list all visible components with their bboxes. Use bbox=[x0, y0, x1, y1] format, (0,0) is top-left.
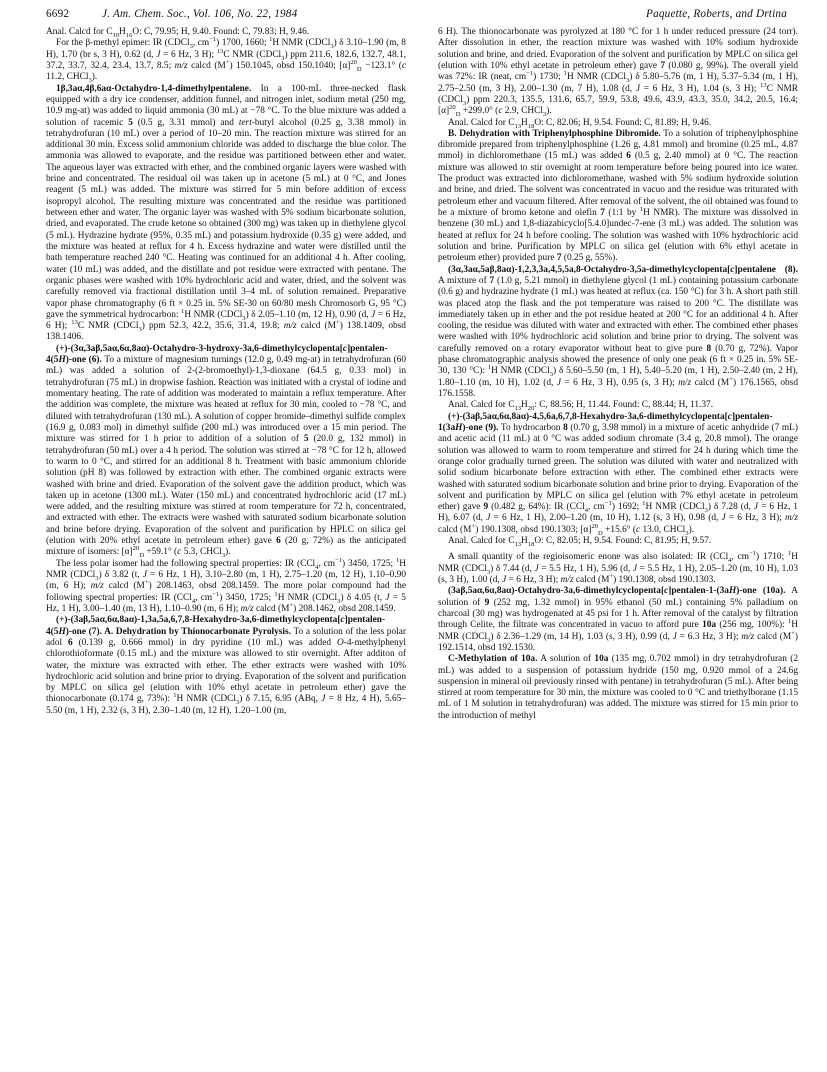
paragraph: (3α,3aα,5aβ,8aα)-1,2,3,3a,4,5,5a,8-Octahydro-3,5a-dimethylcyclopenta[c]pentalene (8). A mixture of 7 (1.0 g, 5.21 mmol) in diethylene glycol (1 mL) containing potassium carbonate (0.6 g) and hydrazine hydrate (1 mL) was heated at reflux (ca. 150 °C) for 3 h. A short path still was placed atop the flask and the pot temperature was raised to 200 °C. The distillate was immediately taken up in ether and the pot residue heated at 200 °C for an additional 4 h. After cooling, the residue was diluted with water and extracted with ether. The combined ether phases were washed with 10% hydrochloric acid solution and brine prior to drying. The solvent was carefully removed on a rotary evaporator without heat to give pure 8 (0.70 g, 72%). Vapor phase chromatographic analysis showed the presence of only one peak (6 ft × 0.25 in. 5% SE-30, 130 °C): $^1$H NMR (CDCl$_3$) δ 5.60–5.50 (m, 1 H), 5.40–5.20 (m, 1 H), 2.50–2.40 (m, 2 H), 1.80–1.10 (m, 10 H), 1.02 (d, J = 6 Hz, 3 H), 0.95 (s, 3 H); m/z calcd (M+) 176.1565, obsd 176.1558. bbox=[438, 264, 798, 399]
paragraph: (+)-(3aβ,5aα,6α,8aα)-4,5,6a,6,7,8-Hexahydro-3a,6-dimethylcyclopenta[c]pentalen-1(3aH)-one (9). To hydrocarbon 8 (0.70 g, 3.98 mmol) in a mixture of acetic anhydride (7 mL) and acetic acid (11 mL) at 0 °C was added sodium chromate (3.4 g, 20.8 mmol). The orange solution was allowed to warm to room temperature and stirred for 24 h during which time the orange color gradually turned green. The solution was diluted with water and neutralized with solid sodium bicarbonate before extraction with ether. The combined ether extracts were washed with saturated sodium bicarbonate solution and brine prior to drying. Evaporation of the solvent and purification by MPLC on silica gel (elution with 7% ethyl acetate in petroleum ether) gave 9 (0.482 g, 64%): IR (CCl$_4$, $cm^{-1}$) 1692; $^1$H NMR (CDCl$_3$) δ 7.28 (d, J = 6 Hz, 1 H), 6.07 (d, J = 6 Hz, 1 H), 2.00–1.20 (m, 10 H), 1.12 (s, 3 H), 0.98 (d, J = 6 Hz, 3 H); m/z calcd (M+) 190.1308, obsd 190.1303; $[\alpha]^{20}_D +15.6^\circ$ (c 13.0, CHCl$_3$). bbox=[438, 411, 798, 537]
paragraph: Anal. Calcd for $C_{13}H_{18}O$: C, 82.05; H, 9.54. Found: C, 81.95; H, 9.57. bbox=[448, 536, 712, 548]
paragraph: A small quantity of the regioisomeric enone was also isolated: IR (CCl$_4$, $cm^{-1}$) 1710; $^1$H NMR (CDCl$_3$) δ 7.44 (d, J = 5.5 Hz, 1 H), 5.96 (d, J = 5.5 Hz, 1 H), 2.05–1.20 (m, 10 H), 1.03 (s, 3 H), 1.00 (d, J = 6 Hz, 3 H); m/z calcd (M+) 190.1308, obsd 190.1303. bbox=[438, 550, 798, 585]
left-column bbox=[46, 27, 406, 1065]
paragraph: B. Dehydration with Triphenylphosphine Dibromide. To a solution of triphenylphosphine dibromide prepared from triphenylphosphine (1.26 g, 4.81 mmol) and bromine (0.25 mL, 4.87 mmol) in dichloromethane (15 mL) was added 6 (0.5 g, 2.40 mmol) at 0 °C. The reaction mixture was allowed to stir overnight at room temperature before being poured into ice water. The product was extracted into dichloromethane, washed with 5% sodium hydroxide solution and brine, and dried. The solvent was concentrated in vacuo and the residue was triturated with petroleum ether and vacuum filtered. After removal of the solvent, the oil obtained was found to be a mixture of bromo ketone and olefin 7 (1:1 by $^1$H NMR). The mixture was dissolved in benzene (30 mL) and 1,8-diazabicyclo[5.4.0]undec-7-ene (3 mL) was added. The solution was heated at reflux for 24 h before cooling. The solution was washed with 10% hydrochloric acid solution and brine. Purification by MPLC on silica gel (elution with 6% ethyl acetate in petroleum ether) provided pure 7 (0.25 g, 55%). bbox=[438, 128, 798, 264]
paragraph: For the β-methyl epimer: IR (CDCl$_3$, $cm^{-1}$) 1700, 1660; $^1$H NMR (CDCl$_3$) δ 3.10–1.90 (m, 8 H), 1.70 (br s, 3 H), 0.62 (d, J = 6 Hz, 3 H); $^{13}$C NMR (CDCl$_3$) ppm 211.6, 182.6, 132.7, 48.1, 37.2, 33.7, 32.4, 23.4, 13.7, 8.5; m/z calcd (M+) 150.1045, obsd 150.1040; $[\alpha]^{20}_D -123.1^\circ$ (c 11.2, CHCl$_3$). bbox=[46, 36, 406, 85]
paragraph: C-Methylation of 10a. A solution of 10a (135 mg, 0.702 mmol) in dry tetrahydrofuran (2 mL) was added to a suspension of potassium hydride (150 mg, 0.920 mmol of a 24.6g suspension in mineral oil previously rinsed with pentane) in tetrahydrofuran (5 mL). After being stirred at room temperature for 30 min, the mixture was cooled to 0 °C and triethylborane (1.15 mL of 1 M solution in tetrahydrofuran) was added. The mixture was stirred for 15 min prior to the introduction of methyl bbox=[438, 654, 798, 721]
paragraph: 6 H). The thionocarbonate was pyrolyzed at 180 °C for 1 h under reduced pressure (24 torr). After dissolution in ether, the reaction mixture was washed with 10% sodium hydroxide solution and brine, and dried. Evaporation of the solvent and purification by MPLC on silica gel (elution with 10% ethyl acetate in petroleum ether) gave 7 (0.080 g, 99%). The overall yield was 72%: IR (neat, $cm^{-1}$) 1730; $^1$H NMR (CDCl$_3$) δ 5.80–5.76 (m, 1 H), 5.37–5.34 (m, 1 H), 2.75–2.50 (m, 3 H), 2.00–1.30 (m, 7 H), 1.08 (d, J = 6 Hz, 3 H), 1.04 (s, 3 H); $^{13}$C NMR (CDCl$_3$) ppm 220.3, 135.5, 131.6, 65.7, 59.9, 53.8, 49.6, 43.9, 43.3, 35.0, 34.2, 20.5, 16.4; $[\alpha]^{20}_D +299.0^\circ$ (c 2.9, CHCl$_3$). bbox=[438, 27, 798, 119]
author-names: Paquette, Roberts, and Drtina bbox=[646, 8, 787, 20]
paragraph: Anal. Calcd for $C_{13}H_{18}O$: C, 82.06; H, 9.54. Found: C, 81.89; H, 9.46. bbox=[448, 117, 712, 130]
paragraph: (+)-(3aβ,5aα,6α,8aα)-1,3a,5a,6,7,8-Hexahydro-3a,6-dimethylcyclopenta[c]pentalen-4(5H)-one (7). A. Dehydration by Thionocarbonate Pyrolysis. To a solution of the less polar adol 6 (0.139 g, 0.666 mmol) in dry pyridine (10 mL) was added O-4-methylphenyl chlorothioformate (0.15 mL) and the mixture was allowed to stir overnight. After additon of water, the mixture was extracted with ether. The ether extracts were washed with 10% hydrochloric acid solution and brine prior to drying. Evaporation of the solvent and purification by MPLC on silica gel (elution with 10% ethyl acetate in petroleum ether) gave the thionocarbonate (0.174 g, 73%): $^1$H NMR (CDCl$_3$) δ 7.15, 6.95 (ABq, J = 8 Hz, 4 H), 5.65–5.50 (m, 1 H), 2.32 (s, 3 H), 2.30–1.40 (m, 12 H), 1.20–1.00 (m, bbox=[46, 615, 406, 716]
journal-citation: J. Am. Chem. Soc., Vol. 106, No. 22, 1984 bbox=[102, 8, 298, 20]
paragraph: The less polar isomer had the following spectral properties: IR (CCl$_4$, $cm^{-1}$) 3450, 1725; $^1$H NMR (CDCl$_3$) δ 3.82 (t, J = 6 Hz, 1 H), 3.10–2.80 (m, 1 H), 2.75–1.20 (m, 12 H), 1.10–0.90 (m, 6 H); m/z calcd (M+) 208.1463, obsd 208.1459. The more polar compound had the following spectral properties: IR (CCl$_4$, $cm^{-1}$) 3450, 1725; $^1$H NMR (CDCl$_3$) δ 4.05 (t, J = 5 Hz, 1 H), 3.00–1.40 (m, 13 H), 1.10–0.90 (m, 6 H); m/z calcd (M+) 208.1462, obsd 208.1459. bbox=[46, 556, 406, 614]
paragraph: 1β,3aα,4β,6aα-Octahydro-1,4-dimethylpentalene. In a 100-mL three-necked flask equipped with a dry ice condenser, addition funnel, and nitrogen inlet, sodium metal (250 mg, 10.9 mg-at) was added to liquid ammonia (30 mL) at −78 °C. To the blue mixture was added a solution of racemic 5 (0.5 g, 3.31 mmol) and tert-butyl alcohol (0.25 g, 3.38 mmol) in tetrahydrofuran (10 mL) over a period of 10–20 min. The reaction mixture was stirred for an additional 30 min. Excess solid ammonium chloride was added to discharge the blue color. The ammonia was allowed to evaporate, and the residue was partitioned between ether and water. The aqueous layer was extracted with ether, and the combined organic layers were washed with brine and concentrated. The residual oil was taken up in acetone (5 mL) at 0 °C, and Jones reagent (5 mL) was added. The mixture was stirred for 5 min before addition of excess isopropyl alcohol. The resulting mixture was concentrated and the residue was partitioned between ether and water. The organic layer was washed with 5% sodium bicarbonate solution, dried, and evaporated. The crude ketone so obtained (300 mg) was taken up in diethylene glycol (5 mL). Hydrazine hydrate (95%, 0.35 mL) and potassium hydroxide (0.35 g) were added, and the mixture was heated at reflux for 4 h. Excess hydrazine and water were distilled until the bath temperature reached 240 °C. Heating was continued for an additional 4 h. After cooling, water (10 mL) was added, and the distillate and pot residue were extracted with pentane. The organic phases were washed with 10% hydrochloric acid and water, dried, and the solvent was carefully removed via fractional distillation until 3–4 mL of solution remained. Preparative vapor phase chromatography (6 ft × 0.25 in. 5% SE-30 on 60/80 mesh Chromosorb G, 95 °C) gave the symmetrical hydrocarbon: $^1$H NMR (CDCl$_3$) δ 2.05–1.10 (m, 12 H), 0.90 (d, J = 6 Hz, 6 H); $^{13}$C NMR (CDCl$_3$) ppm 52.3, 42.2, 35.6, 31.4, 19.8; m/z calcd (M+) 138.1409, obsd 138.1406. bbox=[46, 83, 406, 343]
paragraph: (3aβ,5aα,6α,8aα)-Octahydro-3a,6-dimethylcyclopenta[c]pentalen-1-(3aH)-one (10a). A solution of 9 (252 mg, 1.32 mmol) in 95% ethanol (50 mL) containing 5% palladium on charcoal (30 mg) was hydrogenated at 45 psi for 1 h. After removal of the catalyst by filtration through Celite, the filtrate was concentrated in vacuo to afford pure 10a (256 mg, 100%): $^1$H NMR (CDCl$_3$) δ 2.36–1.29 (m, 14 H), 1.03 (s, 3 H), 0.99 (d, J = 6.3 Hz, 3 H); m/z calcd (M+) 192.1514, obsd 192.1530. bbox=[438, 586, 798, 653]
paragraph: Anal. Calcd for $C_{10}H_{16}O$: C, 79.95; H, 9.40. Found: C, 79.83; H, 9.46. bbox=[46, 27, 310, 39]
paragraph: (+)-(3α,3aβ,5aα,6α,8aα)-Octahydro-3-hydroxy-3a,6-dimethylcyclopenta[c]pentalen-4(5H)-one (6). To a mixture of magnesium turnings (12.0 g, 0.49 mg-at) in tetrahydrofuran (60 mL) was added a solution of 2-(2-bromoethyl)-1,3-dioxane (64.5 g, 0.33 mol) in tetrahydrofuran (75 mL) in dropwise fashion. Reaction was initiated with a crystal of iodine and momentary heating. The rate of addition was moderated to maintain a reflux temperature. After the addition was complete, the mixture was heated at reflux for 30 min, cooled to −78 °C, and diluted with tetrahydrofuran (130 mL). A solution of copper bromide–dimethyl sulfide complex (16.9 g, 0.083 mol) in dimethyl sulfide (200 mL) was introduced over a 15 min period. The mixture was stirred for 1 h prior to addition of a solution of 5 (20.0 g, 132 mmol) in tetrahydrofuran (50 mL) over a 4 h period. The solution was stirred at −78 °C for 12 h, allowed to warm to 0 °C, and stirred for an additional 8 h. Treatment with basic ammonium chloride solution (pH 8) was followed by extraction with ether. The combined organic extracts were washed with brine and dried. Evaporation of the solvent gave the addition product, which was taken up in acetone (1300 mL). Water (150 mL) and concentrated hydrochloric acid (17 mL) were added, and the resulting mixture was stirred at room temperature for 72 h, concentrated, and extracted with ether. The extracts were washed with saturated sodium bicarbonate solution and brine before drying. Evaporation of the solvent and purification by HPLC on silica gel (elution with 20% ethyl acetate in petroleum ether) gave 6 (20 g, 72%) as the anticipated mixture of isomers: $[\alpha]^{20}_D +59.1^\circ$ (c 5.3, CHCl$_3$). bbox=[46, 343, 406, 560]
right-column bbox=[438, 27, 798, 1065]
running-header bbox=[46, 8, 787, 24]
page-number: 6692 bbox=[46, 8, 70, 20]
paragraph: Anal. Calcd for $C_{13}H_{20}$: C, 88.56; H, 11.44. Found: C, 88.44; H, 11.37. bbox=[448, 400, 714, 413]
